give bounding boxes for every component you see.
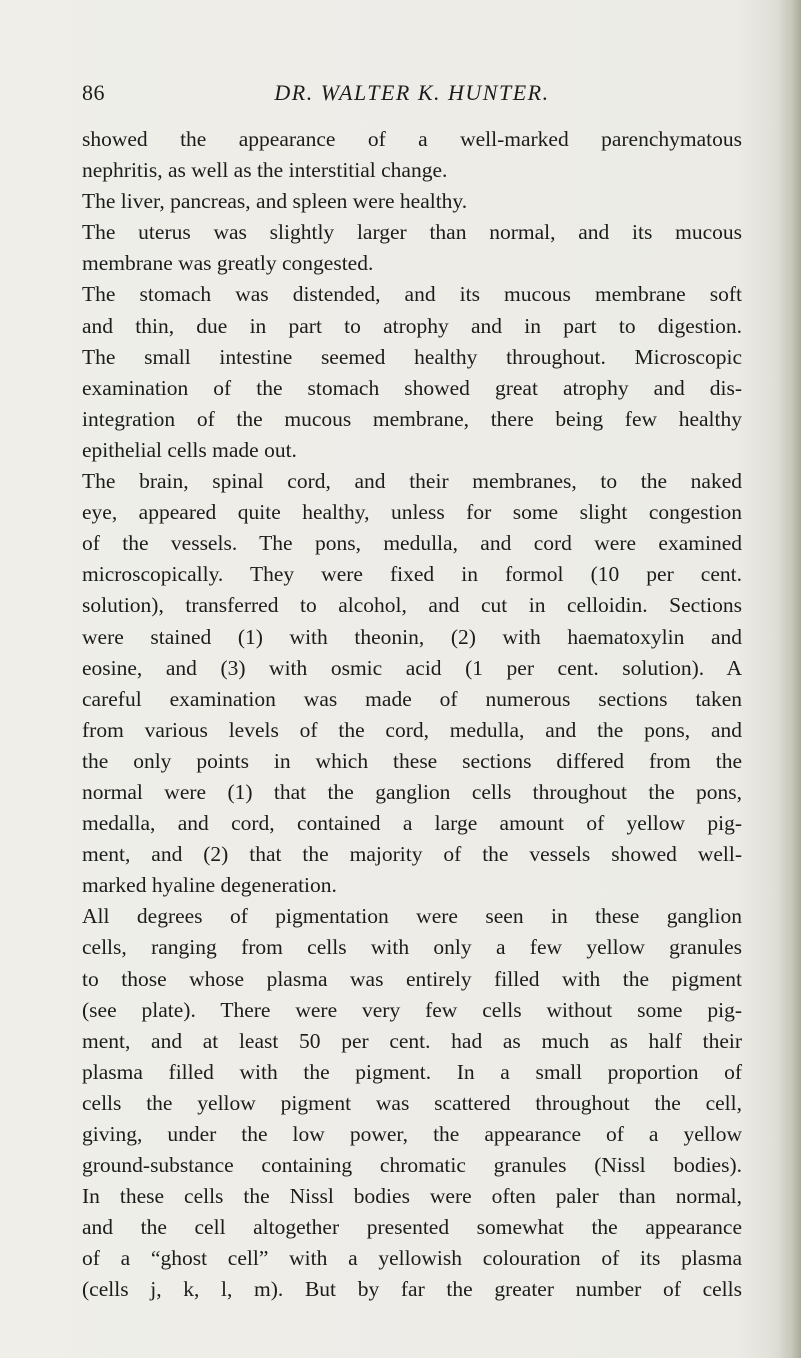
text-line: eye, appeared quite healthy, unless for some slight congestion bbox=[82, 500, 742, 525]
running-head: DR. WALTER K. HUNTER. bbox=[274, 80, 550, 105]
text-line: epithelial cells made out. bbox=[82, 437, 297, 462]
text-line: The brain, spinal cord, and their membranes, to the naked bbox=[82, 469, 742, 494]
text-line: and the cell altogether presented somewhat the appearance bbox=[82, 1215, 742, 1240]
text-line: from various levels of the cord, medulla, and the pons, and bbox=[82, 717, 742, 742]
text-line: and thin, due in part to atrophy and in part to digestion. bbox=[82, 313, 742, 338]
text-line: examination of the stomach showed great atrophy and dis- bbox=[82, 375, 742, 400]
text-line: membrane was greatly congested. bbox=[82, 251, 374, 276]
text-line: plasma filled with the pigment. In a small proportion of bbox=[82, 1059, 742, 1084]
text-line: careful examination was made of numerous sections taken bbox=[82, 686, 742, 711]
text-line: were stained (1) with theonin, (2) with haematoxylin and bbox=[82, 624, 742, 649]
text-line: cells the yellow pigment was scattered throughout the cell, bbox=[82, 1090, 742, 1115]
page-header bbox=[82, 80, 742, 110]
text-line: The small intestine seemed healthy throughout. Microscopic bbox=[82, 344, 742, 369]
text-line: eosine, and (3) with osmic acid (1 per cent. solution). A bbox=[82, 655, 742, 680]
text-line: of a “ghost cell” with a yellowish colouration of its plasma bbox=[82, 1246, 742, 1271]
text-line: microscopically. They were fixed in formol (10 per cent. bbox=[82, 562, 742, 587]
text-line: cells, ranging from cells with only a few yellow granules bbox=[82, 935, 742, 960]
page-edge-shadow bbox=[779, 0, 801, 1358]
text-line: ground-substance containing chromatic granules (Nissl bodies). bbox=[82, 1153, 742, 1178]
text-line: The stomach was distended, and its mucous membrane soft bbox=[82, 282, 742, 307]
text-line: solution), transferred to alcohol, and cut in celloidin. Sections bbox=[82, 593, 742, 618]
text-line: nephritis, as well as the interstitial change. bbox=[82, 158, 448, 183]
text-line: The liver, pancreas, and spleen were healthy. bbox=[82, 189, 468, 214]
text-line: (cells j, k, l, m). But by far the greater number of cells bbox=[82, 1277, 742, 1302]
text-line: ment, and (2) that the majority of the vessels showed well- bbox=[82, 842, 742, 867]
text-line: the only points in which these sections differed from the bbox=[82, 748, 742, 773]
text-line: giving, under the low power, the appearance of a yellow bbox=[82, 1122, 742, 1146]
text-line: to those whose plasma was entirely filled with the pigment bbox=[82, 966, 742, 991]
text-line: ment, and at least 50 per cent. had as much as half their bbox=[82, 1028, 742, 1053]
text-line: medalla, and cord, contained a large amount of yellow pig- bbox=[82, 811, 742, 836]
text-line: (see plate). There were very few cells without some pig- bbox=[82, 997, 742, 1022]
text-line: In these cells the Nissl bodies were often paler than normal, bbox=[82, 1184, 742, 1209]
text-line: The uterus was slightly larger than normal, and its mucous bbox=[82, 220, 742, 245]
text-line: of the vessels. The pons, medulla, and cord were examined bbox=[82, 531, 742, 556]
body-text bbox=[82, 124, 742, 1306]
text-line: showed the appearance of a well-marked parenchymatous bbox=[82, 127, 742, 151]
text-line: marked hyaline degeneration. bbox=[82, 873, 337, 898]
page-number: 86 bbox=[82, 80, 105, 105]
text-line: integration of the mucous membrane, there being few healthy bbox=[82, 406, 742, 431]
text-line: normal were (1) that the ganglion cells throughout the pons, bbox=[82, 779, 742, 804]
text-line: All degrees of pigmentation were seen in these ganglion bbox=[82, 904, 742, 929]
